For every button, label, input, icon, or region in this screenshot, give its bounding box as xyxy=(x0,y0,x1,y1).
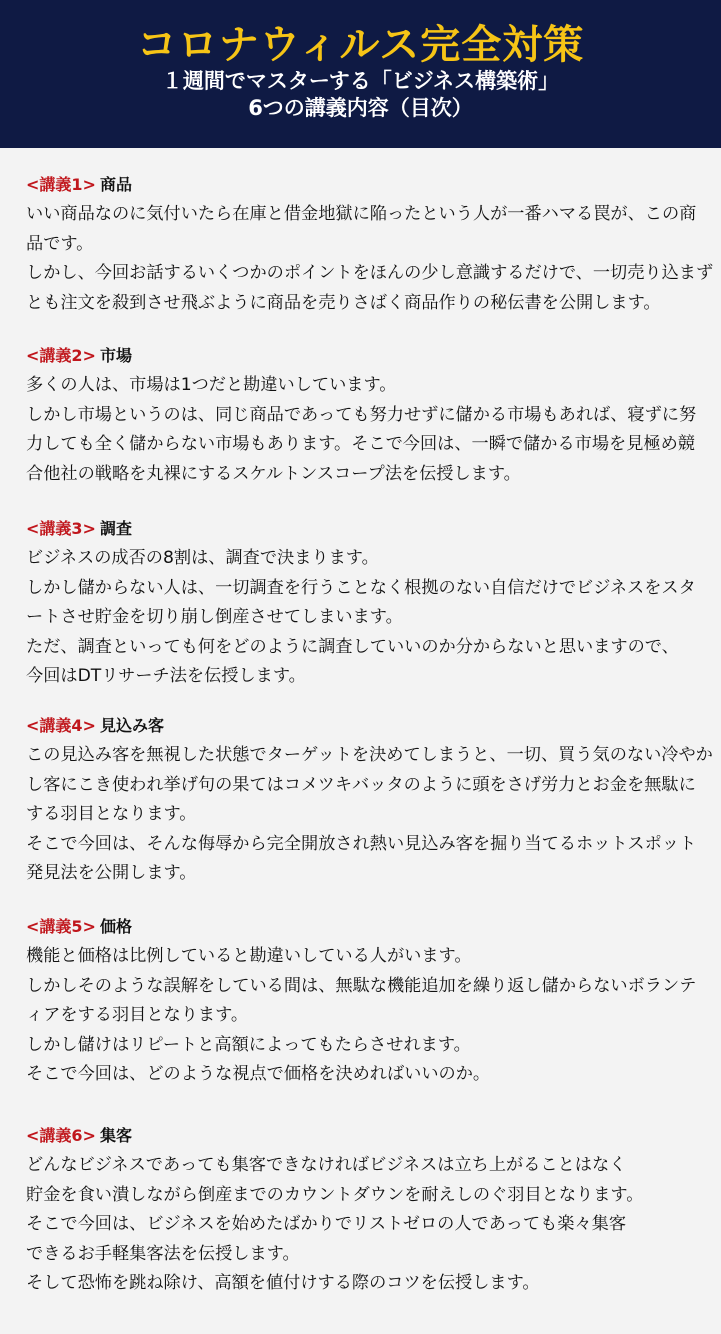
lecture-text-line: いい商品なのに気付いたら在庫と借金地獄に陥ったという人が一番ハマる罠が、この商 xyxy=(26,204,697,224)
header-banner xyxy=(0,0,721,148)
lecture-text-line: 機能と価格は比例していると勘違いしている人がいます。 xyxy=(26,946,472,966)
lecture-1-section xyxy=(26,170,714,318)
lecture-heading xyxy=(26,170,706,200)
lecture-text-line: そして恐怖を跳ね除け、高額を値付けする際のコツを伝授します。 xyxy=(26,1273,540,1293)
lecture-text-line: しかし市場というのは、同じ商品であっても努力せずに儲かる市場もあれば、寝ずに努 xyxy=(26,404,697,425)
lecture-text-line: 品です。 xyxy=(26,233,94,254)
lecture-text-line: する羽目となります。 xyxy=(26,804,197,824)
page-subtitle-line2: 6つの講義内容（目次） xyxy=(248,96,473,120)
lecture-text-line: しかし儲けはリピートと高額によってもたらさせれます。 xyxy=(26,1034,471,1055)
lecture-text-line: 今回はDTリサーチ法を伝授します。 xyxy=(26,666,306,686)
lecture-number: <講義3> xyxy=(26,519,96,538)
lecture-text-line: そこで今回は、そんな侮辱から完全開放され熱い見込み客を掘り当てるホットスポット xyxy=(26,833,697,854)
lecture-text-line: 発見法を公開します。 xyxy=(26,863,197,883)
lecture-text-line: しかしそのような誤解をしている間は、無駄な機能追加を繰り返し儲からないボランテ xyxy=(26,975,697,996)
lecture-text-line: そこで今回は、どのような視点で価格を決めればいいのか。 xyxy=(26,1064,491,1084)
lecture-name: 商品 xyxy=(99,175,132,194)
page-title: コロナウィルス完全対策 xyxy=(136,22,585,68)
lecture-name: 調査 xyxy=(99,519,132,538)
lecture-3-section xyxy=(26,514,706,692)
lecture-number: <講義2> xyxy=(26,346,96,365)
lecture-heading xyxy=(26,341,706,371)
lecture-text-line: しかし儲からない人は、一切調査を行うことなく根拠のない自信だけでビジネスをスタ xyxy=(26,577,696,598)
lecture-number: <講義6> xyxy=(26,1126,96,1145)
lecture-text-line: どんなビジネスであっても集客できなければビジネスは立ち上がることはなく xyxy=(26,1155,627,1175)
lecture-name: 価格 xyxy=(99,917,132,936)
page-subtitle-line1: １週間でマスターする「ビジネス構築術」 xyxy=(161,69,560,93)
lecture-name: 市場 xyxy=(99,346,132,365)
lecture-heading xyxy=(26,711,706,741)
lecture-name: 見込み客 xyxy=(99,716,164,735)
lecture-text-line: しかし、今回お話するいくつかのポイントをほんの少し意識するだけで、一切売り込まず xyxy=(26,263,714,283)
lecture-heading xyxy=(26,1121,706,1151)
lecture-text-line: ートさせ貯金を切り崩し倒産させてしまいます。 xyxy=(26,607,403,627)
lecture-number: <講義5> xyxy=(26,917,96,936)
lecture-text-line: ビジネスの成否の8割は、調査で決まります。 xyxy=(26,548,379,568)
lecture-4-section xyxy=(26,711,713,889)
table-of-contents xyxy=(0,148,721,1334)
lecture-name: 集客 xyxy=(99,1126,132,1145)
lecture-text-line: 貯金を食い潰しながら倒産までのカウントダウンを耐えしのぐ羽目となります。 xyxy=(26,1184,644,1205)
lecture-text-line: し客にこき使われ挙げ句の果てはコメツキバッタのように頭をさげ労力とお金を無駄に xyxy=(26,774,696,795)
lecture-text-line: 合他社の戦略を丸裸にするスケルトンスコープ法を伝授します。 xyxy=(26,463,521,484)
lecture-text-line: とも注文を殺到させ飛ぶように商品を売りさばく商品作りの秘伝書を公開します。 xyxy=(26,292,661,313)
lecture-number: <講義1> xyxy=(26,175,96,194)
lecture-6-section xyxy=(26,1121,706,1299)
lecture-text-line: ただ、調査といっても何をどのように調査していいのか分からないと思いますので、 xyxy=(26,636,679,657)
lecture-5-section xyxy=(26,912,706,1090)
lecture-text-line: ィアをする羽目となります。 xyxy=(26,1005,249,1025)
lecture-2-section xyxy=(26,341,706,489)
lecture-heading xyxy=(26,514,706,544)
lecture-text-line: 多くの人は、市場は1つだと勘違いしています。 xyxy=(26,375,397,395)
lecture-text-line: この見込み客を無視した状態でターゲットを決めてしまうと、一切、買う気のない冷やか xyxy=(26,745,713,765)
lecture-text-line: そこで今回は、ビジネスを始めたばかりでリストゼロの人であっても楽々集客 xyxy=(26,1214,627,1234)
lecture-text-line: 力しても全く儲からない市場もあります。そこで今回は、一瞬で儲かる市場を見極め競 xyxy=(26,434,695,454)
lecture-number: <講義4> xyxy=(26,716,96,735)
lecture-heading xyxy=(26,912,706,942)
lecture-text-line: できるお手軽集客法を伝授します。 xyxy=(26,1243,300,1264)
